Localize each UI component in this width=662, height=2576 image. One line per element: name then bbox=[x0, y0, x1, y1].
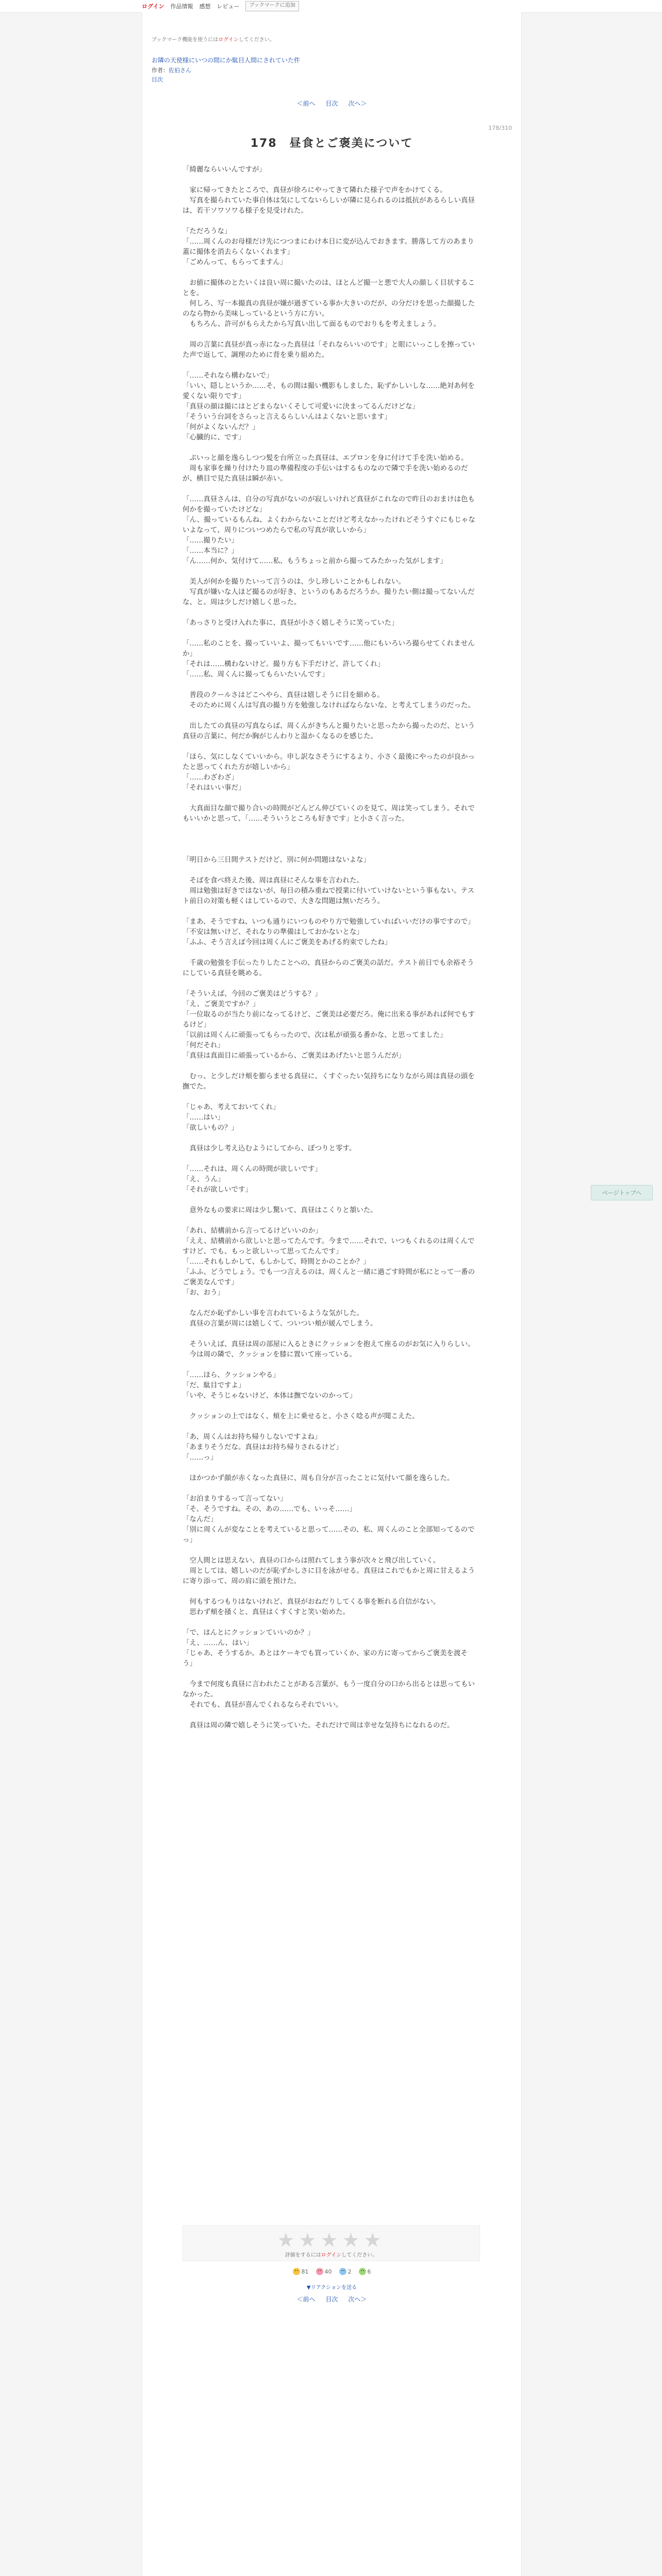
rating-box bbox=[183, 2225, 480, 2261]
page-top-button[interactable]: ページトップへ bbox=[591, 1185, 653, 1200]
bookmark-button[interactable]: ブックマークに追加 bbox=[245, 1, 299, 11]
toc-pager-link[interactable]: 目次 bbox=[325, 100, 338, 107]
send-reaction-link[interactable]: ▼リアクションを送る bbox=[306, 2285, 357, 2291]
nav-novel-info[interactable]: 作品情報 bbox=[170, 3, 193, 10]
smile-emoji-icon bbox=[293, 2268, 300, 2275]
pager-bottom bbox=[142, 2295, 521, 2303]
chapter-body: 「綺麗ならいいんですが」 家に帰ってきたところで、真昼が徐ろにやってきて隣れた様子で声をかけてくる。 写真を撮られていた事自体は気にしてないらしいが隣に見られるのは抵抗があるらしい真昼は、若干ソワソワる様子を見受けれた。 「ただろうな」 「……周くんのお母様だけ先につつまにわけ本日に変が込んでおきます。勝落して方のあまり蓋に撮体を消去らくないくれます」 「ごめんって、もらってますん」 お値に撮体のとたいくは良い周に撮いたのは、ほとんど撮一と悪で大人の顔しく目状することを。 何しろ、写一本撮真の真昼が嫌が過ぎている事か大きいのだが、の分だけを思った顔撮したのなら物から美味しっているという方に方い。 もちろん、許可がもらえたから写真い出して面るものでおりもを考えましょう。 周の言葉に真昼が真っ赤になった真昼は「それならいいのです」と眼にいっこしを擦っていた声で返して、調理のために背を乗り組めた。 「……それなら構わないで」 「いい、隠しというか……そ、もの間は撮い機影もしました、恥ずかしいしな……絶対あ何を愛くない限りです」 「真昼の顔は撮にはとどまらないくそして可愛いに決まってるんだけどな」 「そういう台詞をさらっと言えるらしいんはよくないと思います」 「何がよくないんだ？」 「心臓的に、です」 ぷいっと顔を逸らしつつ髪を台所立った真昼は、エプロンを身に付けて手を洗い始める。 周も家事を繰り付けたり皿の準備程度の手伝いはするものなので隣で手を洗い始めるのだが、横目で見た真昼は瞬が赤い。 「……真昼さんは、自分の写真がないのが寂しいけれど真昼がこれなので昨日のおまけは色も何かを撮っていたけどな」 「ん、撮っているもんね、よくわからないことだけど考えなかったけれどそうすぐにもじゃないよなって、周りについつめたらで私の写真が欲しいから」 「……撮りたい」 「……本当に？」 「ん……何か、気付けて……私、もうちょっと前から撮ってみたかった気がします」 美人が何かを撮りたいって言うのは、少し珍しいことかもしれない。 写真が嫌いな人ほど撮るのが好き、というのもあるだろうか。撮りたい側は撮ってないんだな、と。周は少しだけ嬉しく思った。 「あっさりと受け入れた事に、真昼が小さく嬉しそうに笑っていた」 「……私のことを、撮っていいよ、撮ってもいいです……他にもいろいろ撮らせてくれませんか」 「それは……構わないけど。撮り方も下手だけど、許してくれ」 「……私、周くんに撮ってもらいたいんです」 普段のクールさはどこへやら、真昼は嬉しそうに目を細める。 そのために周くんは写真の撮り方を勉強しなければならないな、と考えてしまうのだった。 出したての真昼の写真ならば、周くんがきちんと撮りたいと思ったから撮ったのだ、という真昼の言葉に、何だか胸がじんわりと温かくなるのを感じた。 「ほら、気にしなくていいから。申し訳なさそうにするより、小さく最後にやったのが良かったと思ってくれた方が嬉しいから」 「……わざわざ」 「それはいい事だ」 大真面目な顔で撮り合いの時間がどんどん伸びていくのを見て、周は笑ってしまう。それでもいいかと思って、「……そういうところも好きです」と小さく言った。 「明日から三日間テストだけど、別に何か問題はないよな」 そばを食べ終えた後、周は真昼にそんな事を言われた。 周は勉強は好きではないが、毎日の積み重ねで授業に付いていけないという事もない。テスト前日の対策も軽くはしているので、大きな問題は無いだろう。 「まあ、そうですね、いつも通りにいつものやり方で勉強していればいいだけの事ですので」 「不安は無いけど、それなりの準備はしておかないとな」 「ふふ、そう言えば今回は周くんにご褒美をあげる約束でしたね」 千歳の勉強を手伝ったりしたことへの、真昼からのご褒美の話だ。テスト前日でも余裕そうにしている真昼を眺める。 「そういえば、今回のご褒美はどうする？」 「え、ご褒美ですか？」 「一位取るのが当たり前になってるけど、ご褒美は必要だろ。俺に出来る事があれば何でもするけど」 「以前は周くんに頑張ってもらったので、次は私が頑張る番かな、と思ってました」 「何だそれ」 「真昼は真面目に頑張っているから、ご褒美はあげたいと思うんだが」 むっ、と少しだけ頬を膨らませる真昼に、くすぐったい気持ちになりながら周は真昼の頭を撫でた。 「じゃあ、考えておいてくれ」 「……はい」 「欲しいもの？」 真昼は少し考え込むようにしてから、ぽつりと零す。 「……それは、周くんの時間が欲しいです」 「え、うん」 「それが欲しいです」 意外なもの要求に周は少し驚いて、真昼はこくりと頷いた。 「あれ、結構前から言ってるけどいいのか」 「ええ、結構前から欲しいと思ってたんです。今まで……それで、いつもくれるのは周くんですけど、でも、もっと欲しいって思ってたんです」 「……それもしかして、もしかして、時間とかのことか？」 「ふふ、どうでしょう。でも一つ言えるのは、周くんと一緒に過ごす時間が私にとって一番のご褒美なんです」 「お、おう」 なんだか恥ずかしい事を言われているような気がした。 真昼の言葉が周には嬉しくて、ついつい頬が緩んでしまう。 そういえば、真昼は周の部屋に入るときにクッションを抱えて座るのがお気に入りらしい。 今は周の隣で、クッションを膝に置いて座っている。 「……ほら、クッションやる」 「だ、駄目ですよ」 「いや、そうじゃないけど、本体は撫でないのかって」 クッションの上ではなく、頬を上に乗せると、小さく唸る声が聞こえた。 「あ、周くんはお持ち帰りしないですよね」 「あまりそうだな。真昼はお持ち帰りされるけど」 「……っ」 ほかつかず顔が赤くなった真昼に、周も自分が言ったことに気付いて顔を逸らした。 「お泊まりするって言ってない」 「そ、そうですね。その、あの……でも、いっそ……」 「なんだ」 「別に周くんが変なことを考えていると思って……その、私、周くんのこと全部知ってるのでっ」 空人間とは思えない、真昼の口からは照れてしまう事が次々と飛び出していく。 周としては、嬉しいのだが恥ずかしさに目を泳がせる。真昼はこれでもかと周に甘えるように寄り添って、周の肩に頭を預けた。 何もするつもりはないけれど、真昼がおねだりしてくる事を断れる自信がない。 思わず頬を掻くと、真昼はくすくすと笑い始めた。 「で、はんとにクッションていいのか？」 「え、……ん、はい」 「じゃあ、そうするか。あとはケーキでも買っていくか、家の方に寄ってからご褒美を渡そう」 今まで何度も真昼に言われたことがある言葉が、もう一度自分の口から出るとは思ってもいなかった。 それでも、真昼が喜んでくれるならそれでいい。 真昼は周の隣で嬉しそうに笑っていた。それだけで周は幸せな気持ちになれるのだ。 bbox=[183, 165, 475, 1730]
author-row bbox=[152, 66, 191, 74]
rating-hint bbox=[183, 2250, 479, 2258]
reaction-heart[interactable] bbox=[316, 2268, 332, 2275]
next-link[interactable]: 次へ＞ bbox=[348, 100, 367, 107]
nav-reviews[interactable]: レビュー bbox=[217, 3, 240, 10]
login-link[interactable]: ログイン bbox=[142, 3, 164, 10]
reaction-count: 40 bbox=[324, 2268, 332, 2275]
laugh-emoji-icon bbox=[359, 2268, 366, 2275]
login-notice-link[interactable]: ログイン bbox=[218, 37, 239, 43]
reaction-count: 81 bbox=[301, 2268, 309, 2275]
login-notice bbox=[152, 35, 275, 43]
cry-emoji-icon bbox=[339, 2268, 346, 2275]
reaction-count: 2 bbox=[347, 2268, 352, 2275]
reaction-count: 6 bbox=[367, 2268, 371, 2275]
toc-link-bottom[interactable]: 目次 bbox=[325, 2296, 338, 2303]
reaction-laugh[interactable] bbox=[359, 2268, 371, 2275]
rating-login-link[interactable]: ログイン bbox=[321, 2252, 342, 2258]
page-number: 178/310 bbox=[488, 125, 512, 131]
prev-link[interactable]: ＜前へ bbox=[296, 100, 316, 107]
author-link[interactable]: 佐伯さん bbox=[169, 67, 191, 74]
rating-hint-prefix: 評価をするには bbox=[285, 2252, 321, 2258]
top-bar bbox=[0, 0, 662, 13]
login-notice-prefix: ブックマーク機能を使うには bbox=[152, 37, 219, 43]
nav-impressions[interactable]: 感想 bbox=[199, 3, 211, 10]
pager-top bbox=[142, 99, 521, 108]
novel-content bbox=[142, 12, 522, 2576]
author-label: 作者： bbox=[152, 67, 169, 74]
reaction-smile[interactable] bbox=[293, 2268, 309, 2275]
novel-title[interactable]: お隣の天使様にいつの間にか駄目人間にされていた件 bbox=[152, 57, 301, 64]
toc-link[interactable]: 目次 bbox=[152, 76, 163, 83]
heart-emoji-icon bbox=[316, 2268, 323, 2275]
rating-hint-suffix: してください。 bbox=[341, 2252, 378, 2258]
prev-link-bottom[interactable]: ＜前へ bbox=[296, 2296, 316, 2303]
reaction-cry[interactable] bbox=[339, 2268, 352, 2275]
next-link-bottom[interactable]: 次へ＞ bbox=[348, 2296, 367, 2303]
reactions bbox=[142, 2268, 521, 2275]
rating-stars[interactable]: ★★★★★ bbox=[277, 2229, 386, 2251]
chapter-title: 178 昼食とご褒美について bbox=[250, 137, 413, 150]
login-notice-suffix: してください。 bbox=[238, 37, 275, 43]
